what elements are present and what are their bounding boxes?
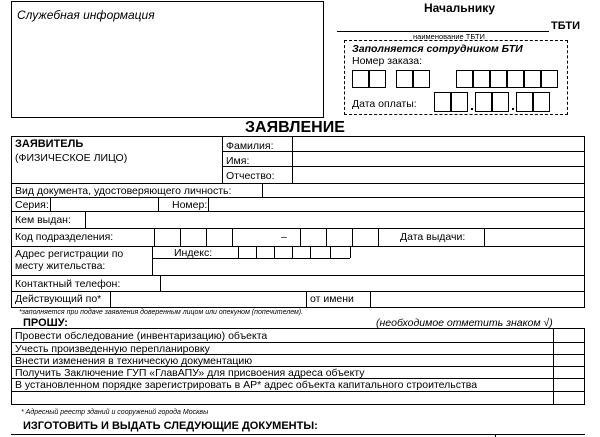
order-number-cell[interactable] bbox=[524, 70, 541, 88]
index-label: Индекс: bbox=[174, 247, 213, 259]
request-item: Получить Заключение ГУП «ГлавАПУ» для присвоения адреса объекту bbox=[15, 367, 365, 379]
date-separator-dot bbox=[512, 108, 514, 110]
order-number-cell[interactable] bbox=[490, 70, 507, 88]
address-label-line1: Адрес регистрации по bbox=[15, 248, 124, 260]
addressee-org-caption: наименование ТБТИ bbox=[413, 32, 485, 41]
request-note: (необходимое отметить знаком √) bbox=[376, 317, 553, 329]
surname-label: Фамилия: bbox=[226, 140, 274, 152]
addressee-title: Начальнику bbox=[424, 1, 495, 15]
acting-footnote: *заполняется при подаче заявления доверенным лицом или опекуном (попечителем). bbox=[19, 309, 304, 316]
order-number-cell[interactable] bbox=[413, 70, 430, 88]
bti-box-title: Заполняется сотрудником БТИ bbox=[352, 43, 523, 55]
request-checkbox[interactable] bbox=[554, 329, 584, 342]
request-checkbox[interactable] bbox=[554, 367, 584, 378]
name-label: Имя: bbox=[226, 155, 250, 167]
payment-date-cell[interactable] bbox=[516, 92, 533, 112]
payment-date-cell[interactable] bbox=[434, 92, 451, 112]
on-behalf-label: от имени bbox=[310, 293, 354, 305]
request-item: Внести изменения в техническую документацию bbox=[15, 355, 253, 367]
request-heading: ПРОШУ: bbox=[23, 317, 68, 329]
applicant-subheading: (ФИЗИЧЕСКОЕ ЛИЦО) bbox=[15, 152, 128, 164]
series-label: Серия: bbox=[15, 199, 49, 211]
order-number-label: Номер заказа: bbox=[352, 55, 423, 67]
payment-date-cell[interactable] bbox=[475, 92, 492, 112]
address-label-line2: месту жительства: bbox=[15, 260, 106, 272]
date-separator-dot bbox=[471, 108, 473, 110]
phone-label: Контактный телефон: bbox=[15, 278, 121, 290]
request-item: В установленном порядке зарегистрировать в АР* адрес объекта капитального строительства bbox=[15, 379, 478, 391]
payment-date-cell[interactable] bbox=[492, 92, 509, 112]
order-number-cell[interactable] bbox=[473, 70, 490, 88]
payment-date-cell[interactable] bbox=[451, 92, 468, 112]
order-number-cell[interactable] bbox=[396, 70, 413, 88]
request-checkbox[interactable] bbox=[554, 355, 584, 366]
payment-date-label: Дата оплаты: bbox=[352, 98, 417, 110]
id-doc-label: Вид документа, удостоверяющего личность: bbox=[15, 185, 232, 197]
request-footnote: * Адресный реестр зданий и сооружений города Москвы bbox=[21, 409, 209, 416]
issued-by-label: Кем выдан: bbox=[15, 214, 71, 226]
order-number-cell[interactable] bbox=[369, 70, 386, 88]
acting-label: Действующий по* bbox=[15, 293, 102, 305]
request-item: Учесть произведенную перепланировку bbox=[15, 343, 210, 355]
document-title: ЗАЯВЛЕНИЕ bbox=[245, 119, 345, 136]
request-checkbox[interactable] bbox=[554, 343, 584, 354]
dept-code-label: Код подразделения: bbox=[15, 231, 114, 243]
dept-code-dash: – bbox=[281, 231, 287, 243]
order-number-cell[interactable] bbox=[456, 70, 473, 88]
service-info-label: Служебная информация bbox=[17, 8, 155, 22]
addressee-org: ТБТИ bbox=[551, 20, 580, 32]
issue-date-label: Дата выдачи: bbox=[400, 231, 466, 243]
applicant-heading: ЗАЯВИТЕЛЬ bbox=[15, 138, 84, 150]
order-number-cell[interactable] bbox=[352, 70, 369, 88]
request-item: Провести обследование (инвентаризацию) объекта bbox=[15, 330, 268, 342]
payment-date-cell[interactable] bbox=[533, 92, 550, 112]
request-checkbox[interactable] bbox=[554, 379, 584, 391]
order-number-cell[interactable] bbox=[507, 70, 524, 88]
order-number-cell[interactable] bbox=[541, 70, 558, 88]
patronymic-label: Отчество: bbox=[226, 170, 275, 182]
number-label: Номер: bbox=[172, 199, 208, 211]
documents-heading: ИЗГОТОВИТЬ И ВЫДАТЬ СЛЕДУЮЩИЕ ДОКУМЕНТЫ: bbox=[23, 420, 318, 432]
